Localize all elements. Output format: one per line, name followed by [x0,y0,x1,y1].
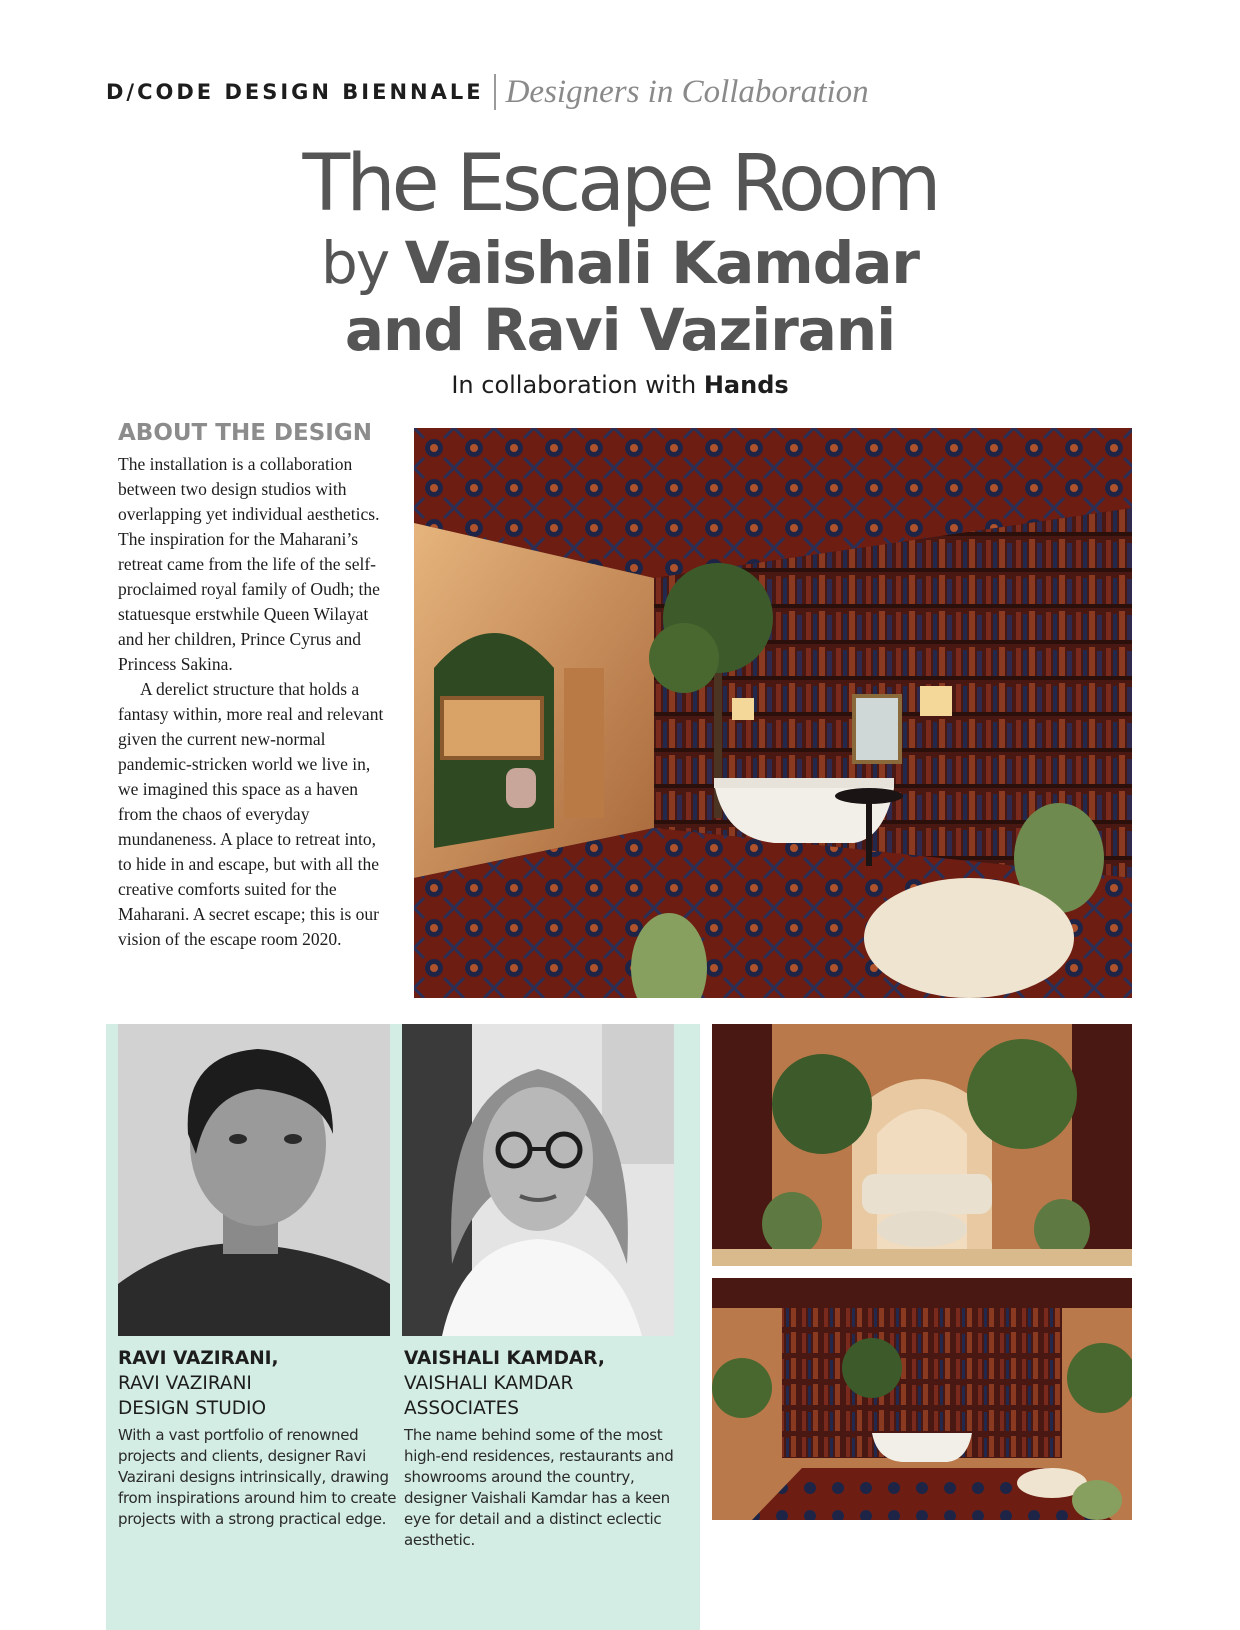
designer-firm-line-1: RAVI VAZIRANI [118,1373,252,1394]
ravi-vazirani-bio [118,1346,406,1530]
wide-render-illustration [712,1278,1132,1520]
series-title: D/CODE DESIGN BIENNALE [106,80,484,104]
collab-partner: Hands [703,371,789,399]
header-divider [494,74,496,110]
byline-line1 [0,230,1240,296]
escape-room-lounge-render [712,1024,1132,1266]
escape-room-main-render [414,428,1132,998]
designer-name: RAVI VAZIRANI, [118,1348,279,1369]
lounge-render-illustration [712,1024,1132,1266]
about-paragraph-2: A derelict structure that holds a fantasy within, more real and relevant given the current new-normal pandemic-stricken world we live in, we imagined this space as a haven from the chaos of everyday mundaneness. A place to retreat into, to hide in and escape, but with all the creative comforts suited for the Maharani. A secret escape; this is our vision of the escape room 2020. [118,679,384,949]
designer-firm-line-1: VAISHALI KAMDAR [404,1373,574,1394]
vaishali-portrait-illustration [402,1024,674,1336]
collaboration-line [0,368,1240,402]
designer-firm-line-2: ASSOCIATES [404,1398,520,1419]
vaishali-kamdar-portrait [402,1024,674,1336]
about-the-design [118,420,388,952]
main-render-illustration [414,428,1132,998]
byline-by: by [321,229,389,297]
section-title: Designers in Collaboration [505,73,869,110]
article-title-block [0,138,1240,402]
ravi-portrait-illustration [118,1024,390,1336]
byline-names-1: Vaishali Kamdar [404,229,919,297]
designer-name: VAISHALI KAMDAR, [404,1348,605,1369]
page-header [106,72,869,112]
about-paragraph-1: The installation is a collaboration between two design studios with overlapping yet individual aesthetics. The inspiration for the Maharani’s retreat came from the life of the self-proclaimed royal family of Oudh; the statuesque erstwhile Queen Wilayat and her children, Prince Cyrus and Princess Sakina. [118,454,380,674]
article-title: The Escape Room [302,139,938,229]
about-heading: ABOUT THE DESIGN [118,420,372,446]
collab-prefix: In collaboration with [451,371,697,399]
designer-firm-line-2: DESIGN STUDIO [118,1398,267,1419]
escape-room-wide-render [712,1278,1132,1520]
ravi-vazirani-portrait [118,1024,390,1336]
byline-names-2: and Ravi Vazirani [344,296,896,364]
vaishali-kamdar-bio [404,1346,692,1551]
designer-description: With a vast portfolio of renowned projects and clients, designer Ravi Vazirani designs intrinsically, drawing from inspirations around him to create projects with a strong practical edge. [118,1426,397,1528]
designer-description: The name behind some of the most high-end residences, restaurants and showrooms around the country, designer Vaishali Kamdar has a keen eye for detail and a distinct eclectic aesthetic. [404,1426,674,1549]
